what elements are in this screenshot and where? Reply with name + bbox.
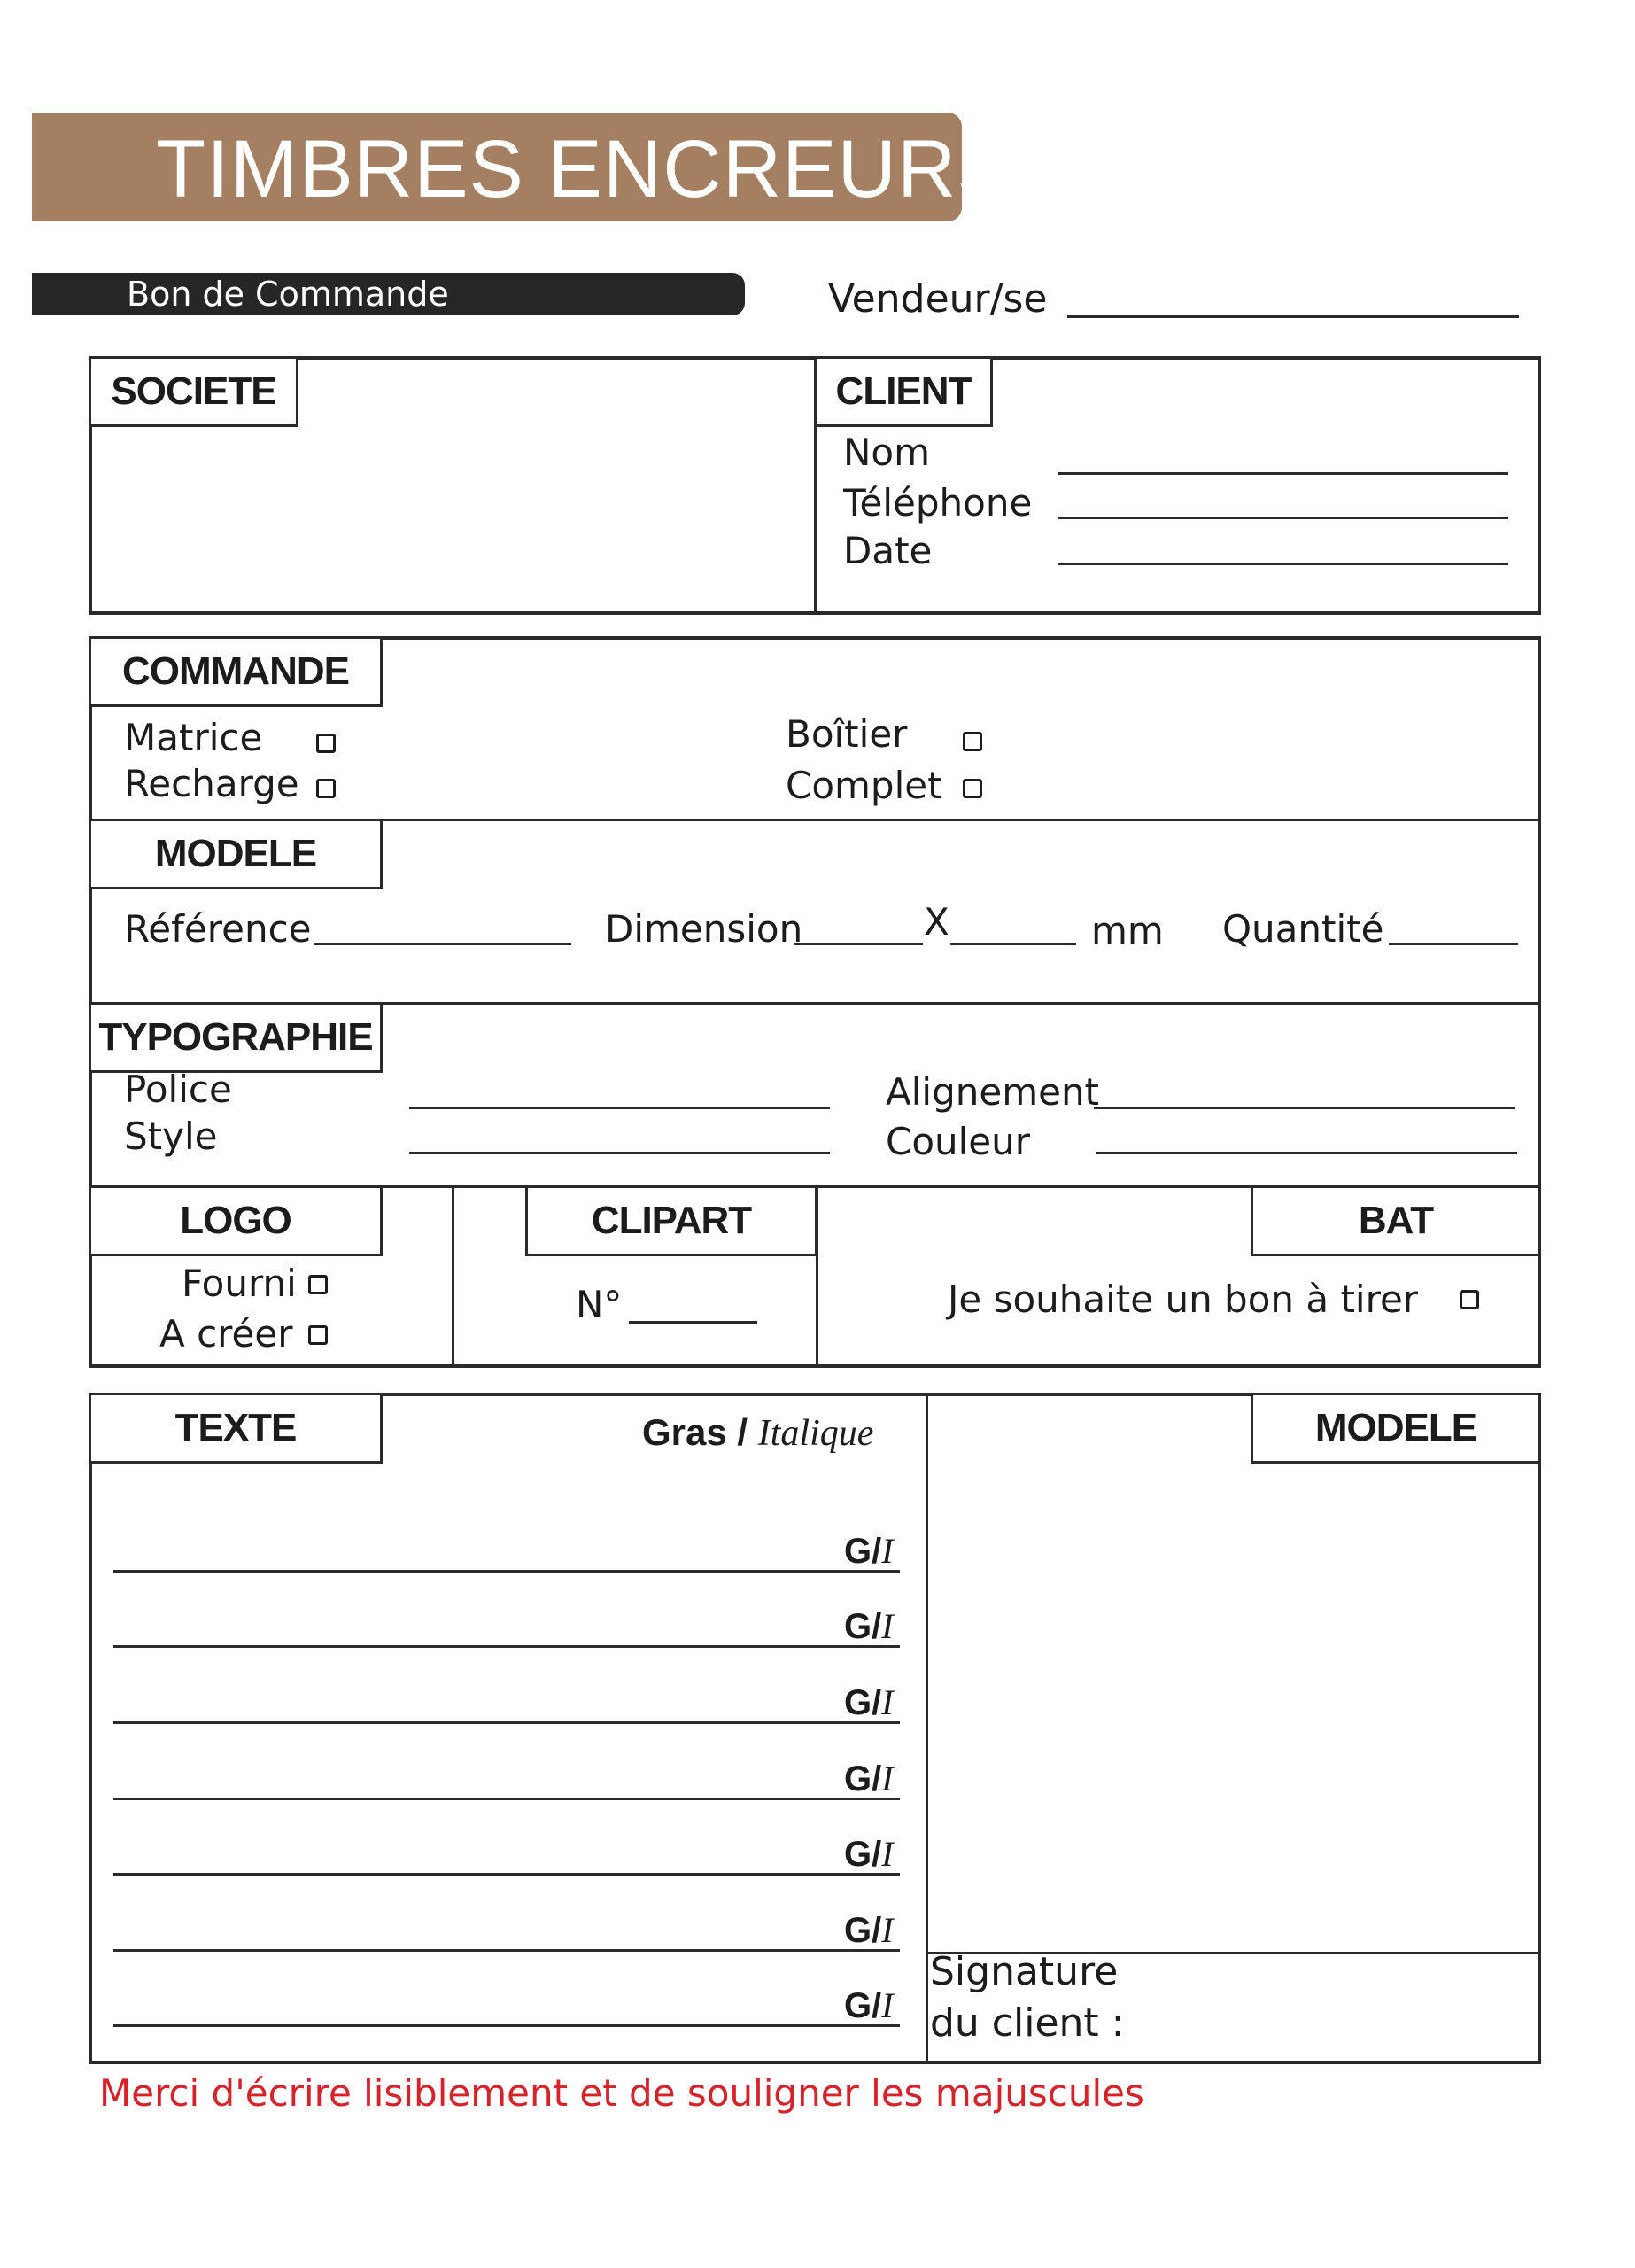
page-title: TIMBRES ENCREURS — [156, 124, 1012, 214]
texte-line-field[interactable] — [113, 1570, 900, 1573]
italique-toggle[interactable]: I — [881, 1759, 894, 1798]
clipart-numero-field[interactable] — [629, 1321, 757, 1324]
italique-toggle[interactable]: I — [881, 1834, 894, 1874]
couleur-field[interactable] — [1096, 1152, 1517, 1154]
dimension-label: Dimension — [605, 907, 803, 951]
gras-italique-toggle[interactable] — [844, 1909, 894, 1951]
bat-text: Je souhaite un bon à tirer — [948, 1278, 1419, 1321]
italique-toggle[interactable]: I — [881, 1910, 894, 1950]
client-telephone-field[interactable] — [1058, 517, 1508, 519]
gras-toggle[interactable]: G — [844, 1986, 872, 2025]
client-telephone-label: Téléphone — [843, 481, 1033, 524]
italique-label: Italique — [757, 1413, 874, 1454]
fourni-label: Fourni — [182, 1262, 297, 1305]
matrice-label: Matrice — [124, 716, 263, 759]
modele2-label: MODELE — [1251, 1393, 1541, 1464]
complet-checkbox[interactable] — [963, 779, 982, 798]
texte-line-field[interactable] — [113, 1645, 900, 1648]
client-label: CLIENT — [814, 356, 993, 427]
signature-line1: Signature — [930, 1949, 1119, 1994]
gras-italique-toggle[interactable] — [844, 1833, 894, 1875]
texte-line-field[interactable] — [113, 1873, 900, 1876]
toggle-separator: / — [872, 1683, 882, 1722]
gras-toggle[interactable]: G — [844, 1532, 872, 1571]
gras-toggle[interactable]: G — [844, 1607, 872, 1646]
dimension-height-field[interactable] — [950, 943, 1076, 945]
modele-drawing-area[interactable] — [928, 1464, 1538, 1951]
gras-italique-header — [642, 1410, 873, 1455]
complet-label: Complet — [786, 764, 942, 807]
quantite-label: Quantité — [1222, 907, 1384, 951]
matrice-checkbox[interactable] — [316, 734, 336, 753]
signature-line2: du client : — [930, 2000, 1125, 2046]
client-date-label: Date — [843, 529, 933, 572]
alignement-field[interactable] — [1094, 1107, 1515, 1109]
texte-line-field[interactable] — [113, 1949, 900, 1952]
slash: / — [726, 1411, 758, 1453]
bat-checkbox[interactable] — [1460, 1290, 1479, 1309]
clipart-label: CLIPART — [525, 1185, 818, 1256]
gras-italique-toggle[interactable] — [844, 1758, 894, 1799]
gras-italique-toggle[interactable] — [844, 1984, 894, 2026]
toggle-separator: / — [872, 1759, 882, 1798]
gras-toggle[interactable]: G — [844, 1683, 872, 1722]
societe-field[interactable] — [92, 429, 811, 611]
dimension-unit: mm — [1091, 909, 1164, 952]
footer-note: Merci d'écrire lisiblement et de souligner les majuscules — [99, 2071, 1144, 2115]
toggle-separator: / — [872, 1911, 882, 1950]
couleur-label: Couleur — [886, 1120, 1031, 1163]
texte-line-field[interactable] — [113, 1798, 900, 1800]
gras-italique-toggle[interactable] — [844, 1682, 894, 1723]
boitier-label: Boîtier — [786, 712, 908, 756]
societe-label: SOCIETE — [89, 356, 298, 427]
texte-line-field[interactable] — [113, 1721, 900, 1724]
reference-label: Référence — [124, 907, 312, 951]
gras-toggle[interactable]: G — [844, 1759, 872, 1798]
italique-toggle[interactable]: I — [881, 1682, 894, 1722]
style-field[interactable] — [409, 1152, 830, 1154]
commande-label: COMMANDE — [89, 636, 383, 707]
client-date-field[interactable] — [1058, 563, 1508, 565]
police-label: Police — [124, 1068, 232, 1111]
typographie-label: TYPOGRAPHIE — [89, 1002, 383, 1073]
toggle-separator: / — [872, 1835, 882, 1874]
quantite-field[interactable] — [1389, 943, 1518, 945]
title-banner — [32, 113, 1012, 221]
a-creer-checkbox[interactable] — [308, 1325, 328, 1345]
italique-toggle[interactable]: I — [881, 1606, 894, 1646]
fourni-checkbox[interactable] — [308, 1275, 328, 1294]
texte-label: TEXTE — [89, 1393, 383, 1464]
client-nom-label: Nom — [843, 431, 931, 474]
bat-label: BAT — [1251, 1185, 1541, 1256]
gras-toggle[interactable]: G — [844, 1911, 872, 1950]
style-label: Style — [124, 1115, 218, 1158]
gras-italique-toggle[interactable] — [844, 1605, 894, 1647]
modele-label: MODELE — [89, 819, 383, 889]
toggle-separator: / — [872, 1607, 882, 1646]
boitier-checkbox[interactable] — [963, 732, 982, 751]
police-field[interactable] — [409, 1107, 830, 1109]
toggle-separator: / — [872, 1532, 882, 1571]
clipart-numero-label: N° — [576, 1283, 623, 1326]
texte-line-field[interactable] — [113, 2024, 900, 2027]
recharge-label: Recharge — [124, 762, 299, 805]
client-nom-field[interactable] — [1058, 472, 1508, 475]
a-creer-label: A créer — [159, 1312, 293, 1355]
vendor-label: Vendeur/se — [828, 276, 1048, 322]
gras-label: Gras — [642, 1411, 727, 1453]
subtitle: Bon de Commande — [127, 275, 449, 314]
dimension-x: X — [924, 900, 949, 944]
vendor-field[interactable] — [1067, 315, 1519, 318]
divider — [452, 1187, 454, 1366]
subtitle-bar — [32, 273, 745, 315]
dimension-width-field[interactable] — [794, 943, 923, 945]
alignement-label: Alignement — [886, 1070, 1100, 1114]
recharge-checkbox[interactable] — [316, 779, 336, 798]
logo-label: LOGO — [89, 1185, 383, 1256]
italique-toggle[interactable]: I — [881, 1531, 894, 1571]
gras-italique-toggle[interactable] — [844, 1530, 894, 1572]
reference-field[interactable] — [314, 943, 571, 945]
gras-toggle[interactable]: G — [844, 1835, 872, 1874]
italique-toggle[interactable]: I — [881, 1985, 894, 2025]
toggle-separator: / — [872, 1986, 882, 2025]
